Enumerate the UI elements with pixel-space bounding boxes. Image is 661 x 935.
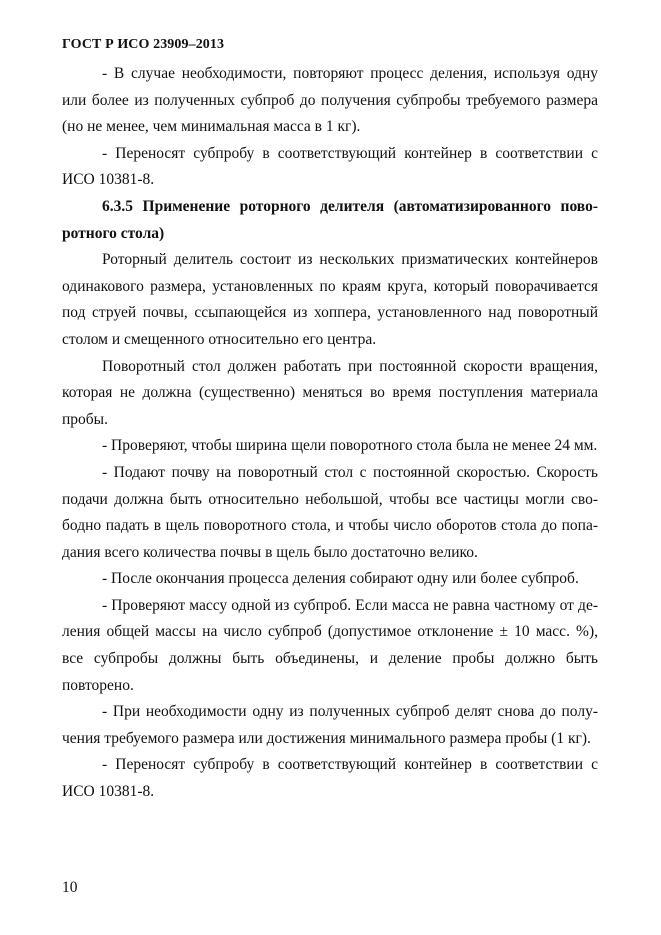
section-heading-6-3-5: 6.3.5 Применение роторного делителя (автоматизированного поворотного стола) xyxy=(62,197,598,242)
standard-header: ГОСТ Р ИСО 23909–2013 xyxy=(62,37,225,52)
paragraph-rotation-speed: Поворотный стол должен работать при постоянной скорости вращения, которая не должна (существенно) меняться во время поступления материала пробы. xyxy=(62,357,598,428)
paragraph-transfer-subsample-2: - Переносят субпробу в соответствующий контейнер в соответствии с ИСО 10381-8. xyxy=(62,756,598,801)
paragraph-rotary-divider-description: Роторный делитель состоит из нескольких призматических контейнеров одинакового размера, установленных по краям круга, который поворачивается под струей почвы, ссыпающейся из хоппера, установленного над поворотный столом и смещенного относительно его центра. xyxy=(62,251,598,348)
paragraph-slot-width: - Проверяют, чтобы ширина щели поворотного стола была не менее 24 мм. xyxy=(102,437,598,455)
paragraph-repeat-division: - В случае необходимости, повторяют процесс деления, используя одну или более из полученных субпроб до получения субпробы требуемого размера (но не менее, чем минимальная масса в 1 кг). xyxy=(62,65,598,136)
paragraph-divide-again: - При необходимости одну из полученных субпроб делят снова до получения требуемого размера или достижения минимального размера пробы (1 кг). xyxy=(62,703,598,747)
paragraph-feed-soil: - Подают почву на поворотный стол с постоянной скоростью. Скорость подачи должна быть относительно небольшой, чтобы все частицы могли свободно падать в щель поворотного стола, и чтобы число оборотов стола до попадания всего количества почвы в щель было достаточно велико. xyxy=(62,463,598,561)
paragraph-check-mass: - Проверяют массу одной из субпроб. Если масса не равна частному от деления общей массы на число субпроб (допустимое отклонение ± 10 масс. %), все субпробы должны быть объединены, и деление пробы должно быть повторено. xyxy=(62,596,598,694)
document-body xyxy=(62,61,598,806)
paragraph-collect-subsamples: - После окончания процесса деления собирают одну или более субпроб. xyxy=(102,570,579,588)
paragraph-transfer-subsample-1: - Переносят субпробу в соответствующий контейнер в соответствии с ИСО 10381-8. xyxy=(62,144,598,189)
page-number: 10 xyxy=(62,879,78,896)
